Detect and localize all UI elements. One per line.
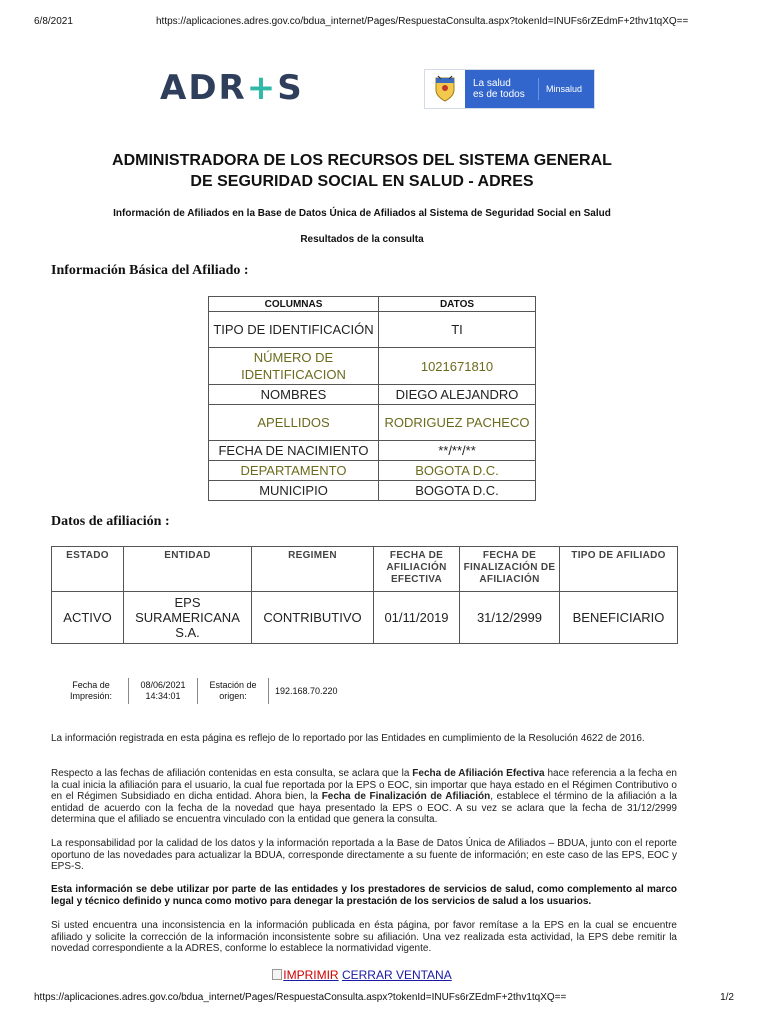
affiliation-heading: Datos de afiliación :	[51, 514, 170, 529]
table-row	[209, 481, 536, 501]
affiliation-table	[51, 546, 678, 644]
row-value: RODRIGUEZ PACHECO	[379, 405, 536, 441]
basic-info-table	[208, 296, 536, 501]
print-date-value: 08/06/2021 14:34:01	[140, 680, 186, 701]
paragraph-emphasis: Fecha de Afiliación Efectiva	[412, 768, 545, 779]
adres-logo-part: AD	[160, 68, 219, 108]
paragraph-usage-notice: Esta información se debe utilizar por parte de las entidades y los prestadores de servicios de salud, como complemento al marco legal y técnico definido y nunca como motivo para denegar la prestación de los servicios de salud a los usuarios.	[51, 884, 677, 907]
footer-url: https://aplicaciones.adres.gov.co/bdua_internet/Pages/RespuestaConsulta.aspx?tokenId=INUFs6rZEdmF+2thv1tqXQ==	[34, 992, 567, 1003]
print-url: https://aplicaciones.adres.gov.co/bdua_internet/Pages/RespuestaConsulta.aspx?tokenId=INUFs6rZEdmF+2thv1tqXQ==	[156, 16, 689, 27]
table-row	[209, 405, 536, 441]
row-label: NÚMERO DE IDENTIFICACION	[209, 348, 379, 385]
row-value: TI	[379, 312, 536, 348]
divider	[128, 678, 129, 704]
paragraph-text: Respecto a las fechas de afiliación contenidas en esta consulta, se aclara que la	[51, 768, 413, 779]
row-label: MUNICIPIO	[209, 481, 379, 501]
cell-entidad: EPS SURAMERICANA S.A.	[124, 592, 252, 644]
broken-image-icon	[272, 969, 282, 980]
col-header-fecha-afiliacion: FECHA DE AFILIACIÓN EFECTIVA	[374, 547, 460, 592]
adres-logo-cross: +	[246, 68, 278, 108]
adres-logo-part: R	[218, 68, 247, 108]
title-line-2: DE SEGURIDAD SOCIAL EN SALUD - ADRES	[190, 173, 534, 190]
row-value: **/**/**	[379, 441, 536, 461]
page-number: 1/2	[720, 992, 734, 1003]
cell-fecha-finalizacion: 31/12/2999	[460, 592, 560, 644]
print-metadata	[60, 678, 355, 704]
station-value: 192.168.70.220	[275, 685, 338, 696]
table-row	[209, 385, 536, 405]
row-value: BOGOTA D.C.	[379, 461, 536, 481]
row-label: FECHA DE NACIMIENTO	[209, 441, 379, 461]
row-value: BOGOTA D.C.	[379, 481, 536, 501]
print-link-label: IMPRIMIR	[283, 968, 339, 982]
paragraph-inconsistency: Si usted encuentra una inconsistencia en la información publicada en ésta página, por favor remítase a la EPS en la cual se encuentre afiliado y solicite la corrección de la información inconsistente sobre su afiliación. Una vez realizada esta actividad, la EPS debe remitir la novedad correspondiente a la ADRES, conforme lo establece la normatividad vigente.	[51, 920, 677, 955]
paragraph-resolution: La información registrada en esta página es reflejo de lo reportado por las Entidades en cumplimiento de la Resolución 4622 de 2016.	[51, 733, 645, 744]
paragraph-dates	[51, 768, 677, 826]
col-header-estado: ESTADO	[52, 547, 124, 592]
table-row	[52, 592, 678, 644]
print-date: 6/8/2021	[34, 16, 73, 27]
tagline-line: es de todos	[473, 89, 525, 100]
col-header-regimen: REGIMEN	[252, 547, 374, 592]
action-links	[0, 968, 724, 982]
row-value: DIEGO ALEJANDRO	[379, 385, 536, 405]
station-label: Estación de origen:	[209, 680, 257, 701]
tagline-line: La salud	[473, 78, 511, 89]
row-value: 1021671810	[379, 348, 536, 385]
row-label: DEPARTAMENTO	[209, 461, 379, 481]
row-label: APELLIDOS	[209, 405, 379, 441]
close-window-link[interactable]: CERRAR VENTANA	[341, 968, 452, 982]
minsalud-logo	[424, 69, 595, 109]
basic-info-heading: Información Básica del Afiliado :	[51, 263, 249, 278]
minsalud-tagline	[465, 78, 539, 100]
col-header-entidad: ENTIDAD	[124, 547, 252, 592]
table-row	[209, 441, 536, 461]
row-label: NOMBRES	[209, 385, 379, 405]
page-title	[0, 150, 724, 192]
results-heading: Resultados de la consulta	[300, 234, 424, 245]
print-date-label: Fecha de Impresión:	[69, 680, 113, 701]
cell-fecha-afiliacion: 01/11/2019	[374, 592, 460, 644]
cell-regimen: CONTRIBUTIVO	[252, 592, 374, 644]
table-row	[209, 348, 536, 385]
row-label: TIPO DE IDENTIFICACIÓN	[209, 312, 379, 348]
divider	[268, 678, 269, 704]
divider	[197, 678, 198, 704]
col-header-columns: COLUMNAS	[209, 297, 379, 312]
adres-logo-part: S	[277, 68, 304, 108]
minsalud-brand: Minsalud	[546, 84, 583, 94]
table-row	[209, 461, 536, 481]
print-link[interactable]	[272, 968, 338, 982]
page-subtitle: Información de Afiliados en la Base de Datos Única de Afiliados al Sistema de Seguridad Social en Salud	[113, 208, 611, 219]
paragraph-text: hace referencia a la fecha en la cual inicia la afiliación para el usuario, la cual fue reportada por la EPS o EOC, sin importar que haya estado en el Régimen Contributivo o en el Régimen Subsidiado en dicha entidad. Ahora bien, la	[51, 768, 677, 803]
col-header-data: DATOS	[379, 297, 536, 312]
colombia-shield-icon	[425, 70, 465, 108]
col-header-tipo-afiliado: TIPO DE AFILIADO	[560, 547, 678, 592]
title-line-1: ADMINISTRADORA DE LOS RECURSOS DEL SISTEMA GENERAL	[112, 152, 612, 169]
col-header-fecha-finalizacion: FECHA DE FINALIZACIÓN DE AFILIACIÓN	[460, 547, 560, 592]
cell-tipo-afiliado: BENEFICIARIO	[560, 592, 678, 644]
cell-estado: ACTIVO	[52, 592, 124, 644]
minsalud-banner	[465, 70, 594, 108]
paragraph-responsibility: La responsabilidad por la calidad de los datos y la información reportada a la Base de Datos Única de Afiliados – BDUA, junto con el reporte oportuno de las novedades para actualizar la BDUA, corresponde directamente a su fuente de información; en este caso de las EPS, EOC y EPS-S.	[51, 838, 677, 873]
paragraph-emphasis: Fecha de Finalización de Afiliación	[321, 791, 491, 803]
adres-logo	[160, 66, 304, 110]
table-row	[209, 312, 536, 348]
paragraph-text: , establece el término de la afiliación a la entidad de acuerdo con la fecha de la novedad que haya presentado la EPS o EOC. A su vez se aclara que la fecha de 31/12/2999 determina que el afiliado se encuentra vinculado con la entidad que genera la consulta.	[51, 791, 677, 826]
